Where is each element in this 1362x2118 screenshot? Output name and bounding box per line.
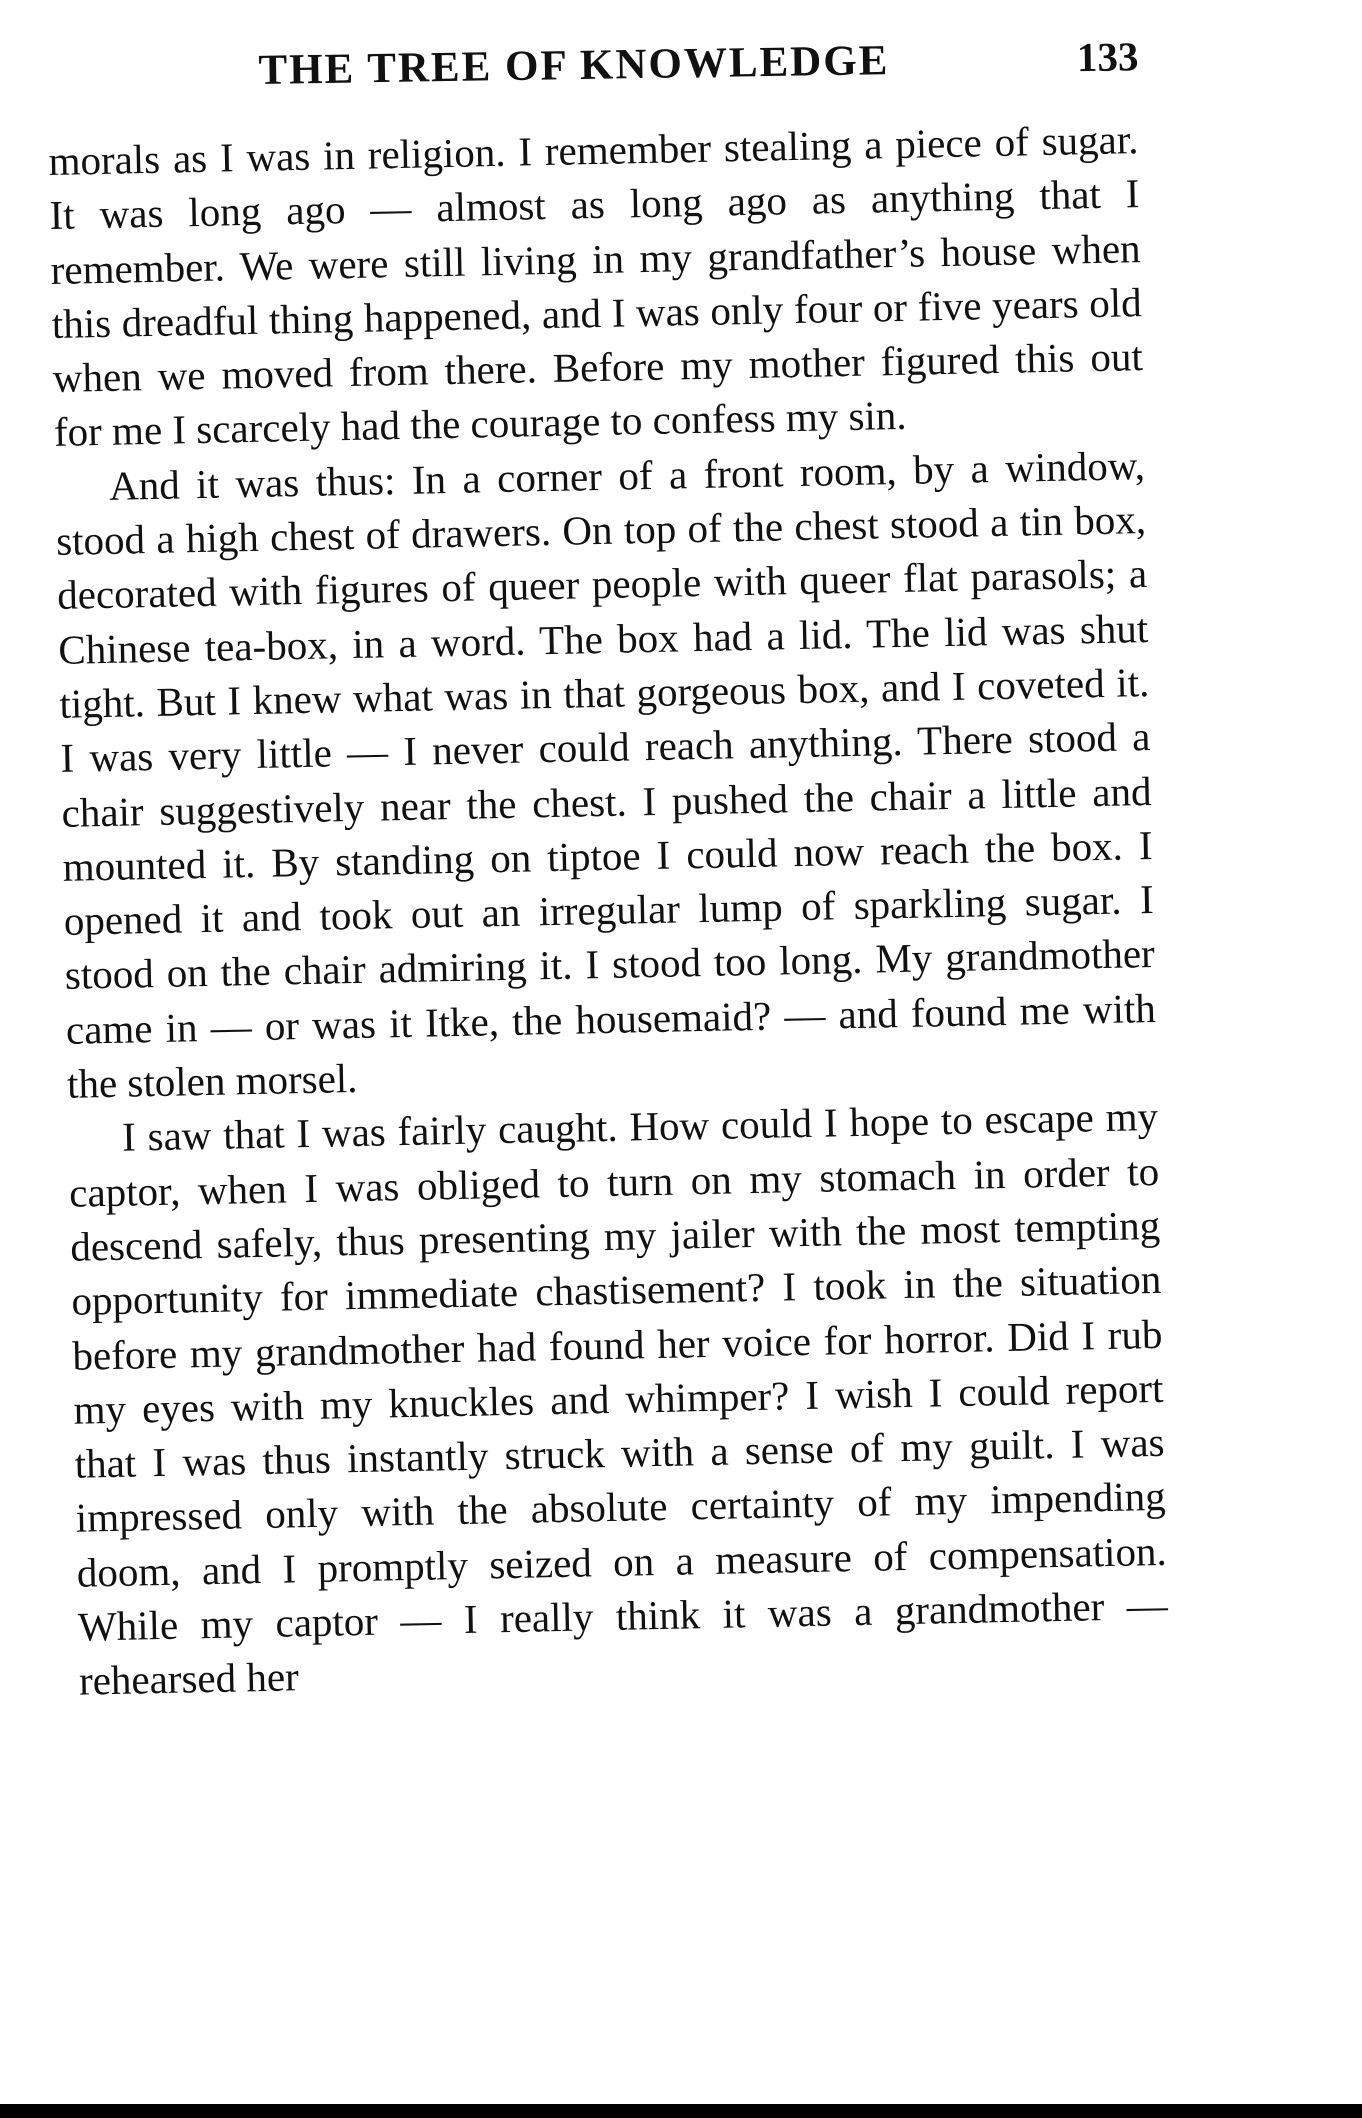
bottom-edge-rule bbox=[0, 2104, 1362, 2118]
paragraph-3: I saw that I was fairly caught. How could I hope to escape my captor, when I was obliged to turn on my stomach in order to descend safely, thus presenting my jailer with the most tempting opportunity for immediate chastisement? I took in the situation before my grandmother had found her voice for horror. Did I rub my eyes with my knuckles and whimper? I wish I could report that I was thus instantly struck with a sense of my guilt. I was impressed only with the absolute certainty of my impending doom, and I promptly seized on a measure of compensation. While my captor — I really think it was a grandmother — rehearsed her bbox=[68, 1093, 1169, 1704]
paragraph-1: morals as I was in religion. I remember stealing a piece of sugar. It was long ago — almost as long ago as anything that I remember. We were still living in my grandfather’s house when this dreadful thing happened, and I was only four or five years old when we moved from there. Before my mother figured this out for me I scarcely had the courage to confess my sin. bbox=[48, 116, 1144, 456]
page-number: 133 bbox=[1076, 33, 1139, 81]
paragraph-2: And it was thus: In a corner of a front room, by a window, stood a high chest of drawers. On top of the chest stood a tin box, decorated with figures of queer people with queer flat parasols; a Chinese tea-box, in a word. The box had a lid. The lid was shut tight. But I knew what was in that gorgeous box, and I coveted it. I was very little — I never could reach anything. There stood a chair suggestively near the chest. I pushed the chair a little and mounted it. By standing on tiptoe I could now reach the box. I opened it and took out an irregular lump of sparkling sugar. I stood on the chair admiring it. I stood too long. My grandmother came in — or was it Itke, the housemaid? — and found me with the stolen morsel. bbox=[55, 441, 1157, 1107]
page-header bbox=[258, 26, 1139, 110]
running-head: THE TREE OF KNOWLEDGE bbox=[258, 37, 890, 94]
body-text bbox=[48, 112, 1169, 1708]
